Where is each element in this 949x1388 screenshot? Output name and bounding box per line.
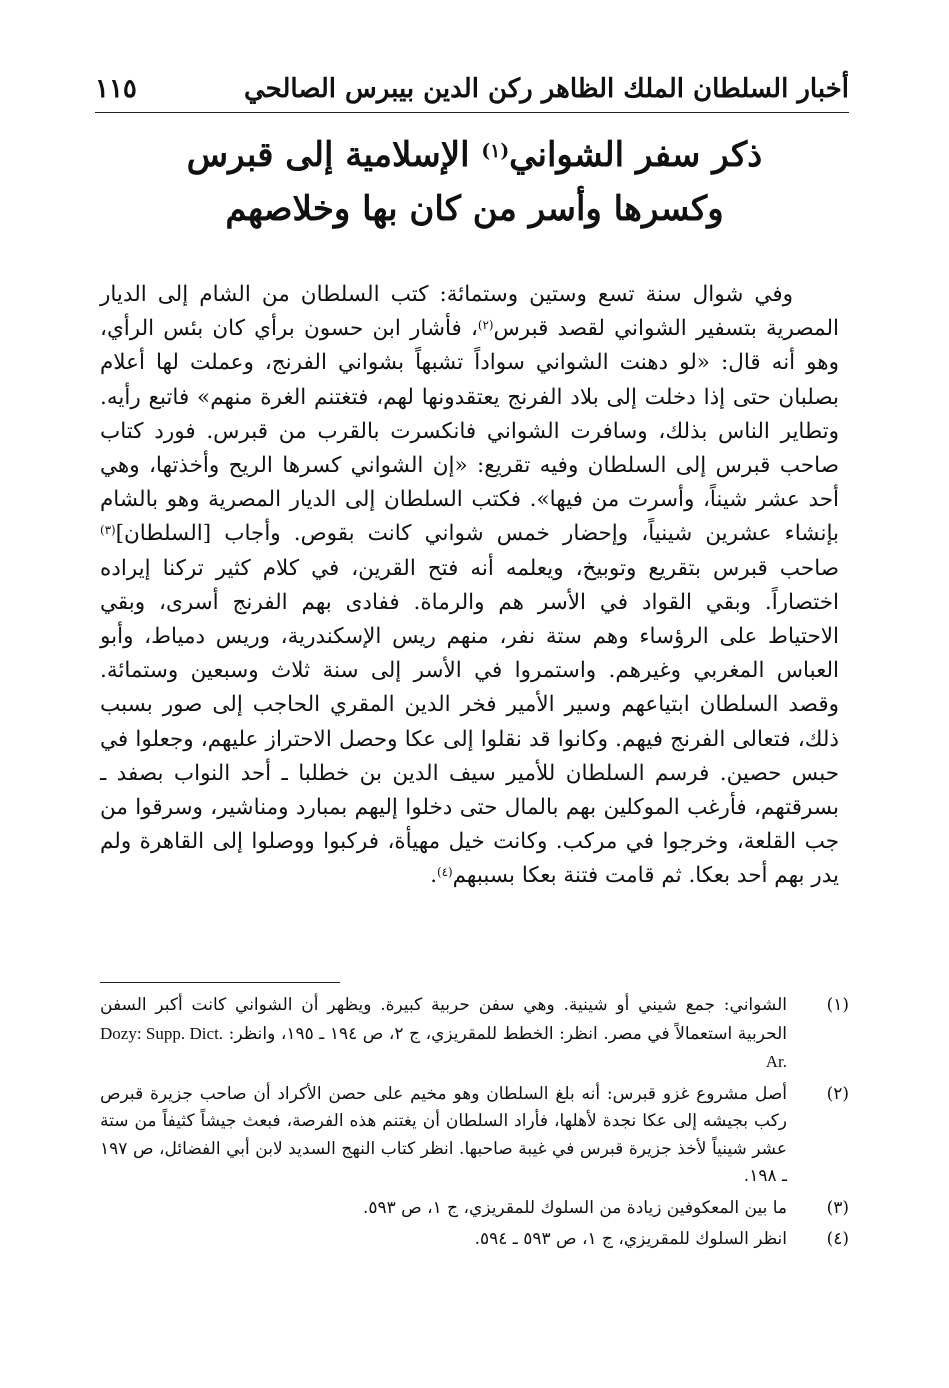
body-text bbox=[100, 278, 839, 894]
footnote-number: (٤) bbox=[826, 1229, 849, 1249]
page-number: ١١٥ bbox=[95, 74, 137, 104]
footnote-latin-citation: Dozy: Supp. Dict. Ar. bbox=[100, 1023, 787, 1071]
footnote-number: (١) bbox=[826, 995, 849, 1015]
footnote-3 bbox=[100, 1195, 849, 1223]
body-segment-4: . bbox=[430, 863, 438, 889]
footnote-ref-1: (١) bbox=[481, 140, 510, 162]
running-header bbox=[95, 72, 849, 113]
footnote-divider bbox=[100, 982, 340, 983]
footnote-ref-2: (٢) bbox=[477, 318, 494, 333]
footnote-2 bbox=[100, 1081, 849, 1191]
footnote-number: (٢) bbox=[826, 1083, 849, 1104]
footnote-text bbox=[100, 992, 787, 1077]
footnote-text-arabic: الشواني: جمع شيني أو شينية. وهي سفن حربية كبيرة. ويظهر أن الشواني كانت أكبر السفن الحربية استعمالاً في مصر. انظر: الخطط للمقريزي، ج ٢، ص ١٩٤ ـ ١٩٥، وانظر: bbox=[100, 995, 787, 1044]
chapter-title bbox=[150, 128, 799, 236]
footnote-4 bbox=[100, 1226, 849, 1254]
body-segment-3: صاحب قبرس بتقريع وتوبيخ، ويعلمه أنه فتح القرين، في كلام كثير تركنا إيراده اختصاراً. وبقي القواد في الأسر هم والرماة. ففادى بهم الفرنج أسرى، وبقي الاحتياط على الرؤساء وهم ستة نفر، منهم ريس الإسكندرية، وريس دمياط، وأبو العباس المغربي وغيرهم. واستمروا في الأسر إلى سنة ثلاث وسبعين وستمائة. وقصد السلطان ابتياعهم وسير الأمير فخر الدين المقري الحاجب إلى صور بسبب ذلك، فتعالى الفرنج فيهم. وكانوا قد نقلوا إلى عكا وحصل الاحتراز عليهم، وجعلوا في حبس حصين. فرسم السلطان للأمير سيف الدين بن خطلبا ـ أحد النواب بصفد ـ بسرقتهم، فأرغب الموكلين بهم بالمال حتى دخلوا إليهم بمبارد ومناشير، وسرقوا من جب القلعة، وخرجوا في مركب. وكانت خيل مهيأة، فركبوا ووصلوا إلى القاهرة ولم يدر بهم أحد بعكا. ثم قامت فتنة بعكا بسببهم bbox=[100, 555, 839, 889]
footnote-text: انظر السلوك للمقريزي، ج ١، ص ٥٩٣ ـ ٥٩٤. bbox=[474, 1229, 787, 1249]
chapter-title-text-a: ذكر سفر الشواني bbox=[509, 135, 763, 175]
body-paragraph bbox=[100, 278, 839, 894]
chapter-title-line-1 bbox=[150, 128, 799, 182]
footnote-text: ما بين المعكوفين زيادة من السلوك للمقريزي، ج ١، ص ٥٩٣. bbox=[362, 1197, 787, 1218]
footnote-number: (٣) bbox=[826, 1197, 849, 1218]
footnote-1 bbox=[100, 992, 849, 1077]
body-segment-1: وفي شوال سنة تسع وستين وستمائة: كتب السلطان من الشام إلى الديار المصرية بتسفير الشواني لقصد قبرس bbox=[100, 282, 839, 342]
running-title: أخبار السلطان الملك الظاهر ركن الدين بيبرس الصالحي bbox=[244, 74, 849, 104]
footnote-text: أصل مشروع غزو قبرس: أنه بلغ السلطان وهو مخيم على حصن الأكراد أن صاحب جزيرة قبرص ركب بجيشه إلى عكا نجدة لأهلها، فأراد السلطان أن يغتنم هذه الفرصة، فبعث جيشاً كثيفاً من ستة عشر شينياً لأخذ جزيرة قبرس في غيبة صاحبها. انظر كتاب النهج السديد لابن أبي الفضائل، ص ١٩٧ ـ ١٩٨. bbox=[100, 1083, 787, 1186]
chapter-title-text-b: الإسلامية إلى قبرس bbox=[186, 135, 482, 175]
body-segment-2: ، فأشار ابن حسون برأي كان بئس الرأي، وهو أنه قال: «لو دهنت الشواني سواداً تشبهاً بشواني الفرنج، وعملت لها أعلام بصلبان حتى إذا دخلت إلى بلاد الفرنج يعتقدونها لهم، فتغتنم الغرة منهم» فاتبع رأيه. وتطاير الناس بذلك، وسافرت الشواني فانكسرت بالقرب من قبرس. فورد كتاب صاحب قبرس إلى السلطان وفيه تقريع: «إن الشواني كسرها الريح وأخذتها، وهي أحد عشر شيناً، وأسرت من فيها». فكتب السلطان إلى الديار المصرية وهو بالشام بإنشاء عشرين شينياً، وإحضار خمس شواني كانت بقوص. وأجاب [السلطان] bbox=[100, 316, 839, 547]
chapter-title-line-2: وكسرها وأسر من كان بها وخلاصهم bbox=[225, 189, 724, 229]
footnotes bbox=[100, 992, 849, 1258]
footnote-ref-4: (٤) bbox=[437, 865, 453, 880]
footnote-ref-3: (٣) bbox=[100, 523, 116, 538]
